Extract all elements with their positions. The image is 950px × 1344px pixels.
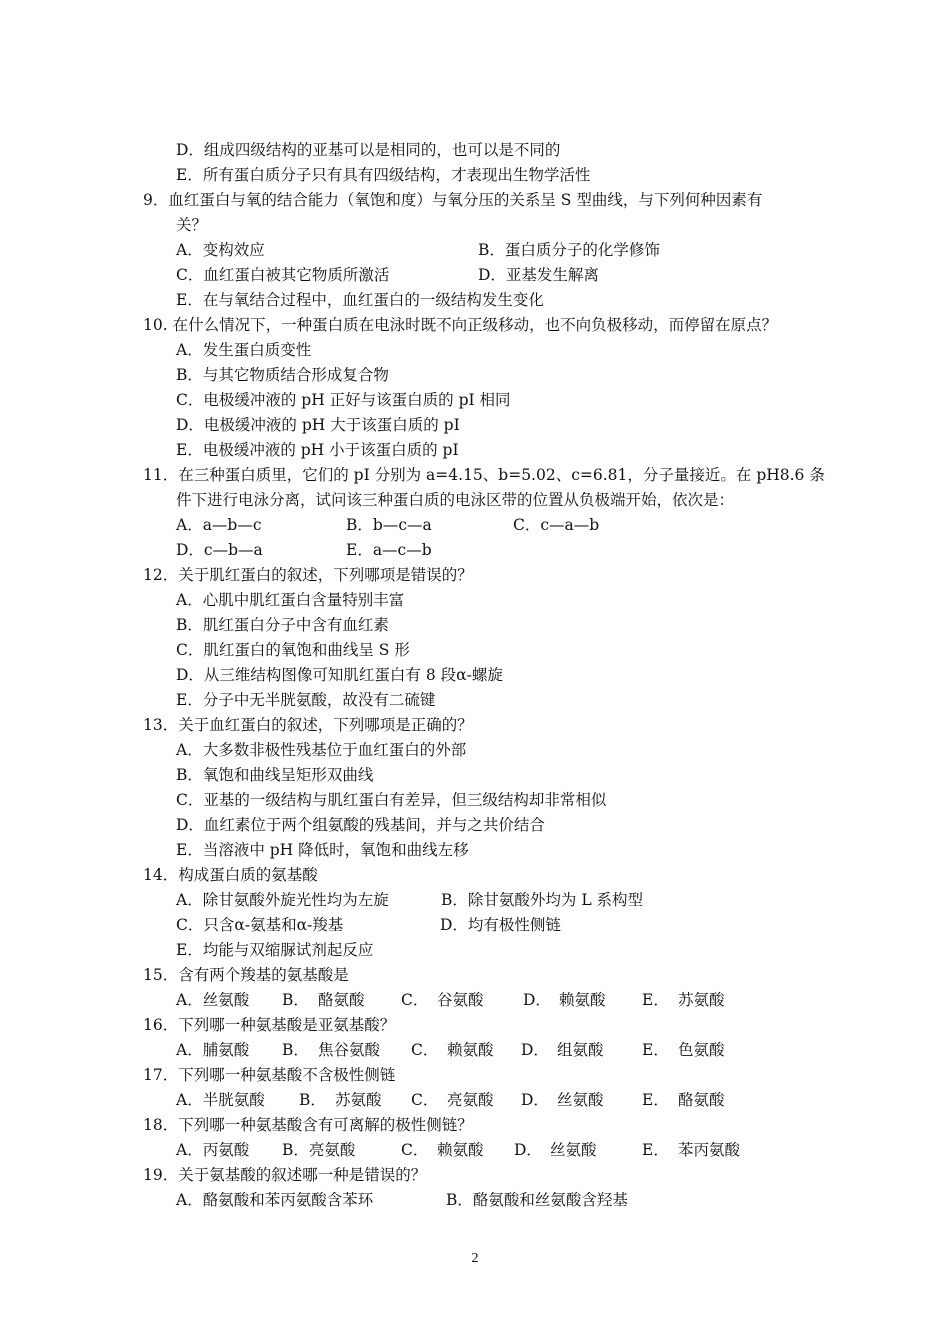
text-line: C．: [401, 1141, 429, 1159]
text-line: 12．关于肌红蛋白的叙述，下列哪项是错误的？: [143, 566, 473, 584]
text-line: C．: [411, 1091, 439, 1109]
text-line: C．c—a—b: [513, 516, 600, 534]
text-line: C．血红蛋白被其它物质所激活: [176, 266, 390, 284]
text-line: 9．血红蛋白与氧的结合能力（氧饱和度）与氧分压的关系呈 S 型曲线，与下列何种因素有: [143, 191, 763, 209]
text-line: B．亮氨酸: [282, 1141, 356, 1159]
text-line: A．大多数非极性残基位于血红蛋白的外部: [176, 741, 467, 759]
text-line: 赖氨酸: [559, 991, 606, 1009]
text-line: 组氨酸: [557, 1041, 604, 1059]
text-line: D．均有极性侧链: [440, 916, 561, 934]
text-line: A．酪氨酸和苯丙氨酸含苯环: [176, 1191, 374, 1209]
text-line: B．b—c—a: [346, 516, 432, 534]
text-line: 谷氨酸: [437, 991, 484, 1009]
text-line: 14．构成蛋白质的氨基酸: [143, 866, 318, 884]
text-line: B．氧饱和曲线呈矩形双曲线: [176, 766, 374, 784]
text-line: 16．下列哪一种氨基酸是亚氨基酸？: [143, 1016, 396, 1034]
text-line: D．c—b—a: [176, 541, 263, 559]
text-line: C．只含α-氨基和α-羧基: [176, 916, 344, 934]
text-line: D．: [514, 1141, 542, 1159]
text-line: E．: [642, 1141, 669, 1159]
text-line: B．肌红蛋白分子中含有血红素: [176, 616, 389, 634]
text-line: E．分子中无半胱氨酸，故没有二硫键: [176, 691, 436, 709]
text-line: 色氨酸: [678, 1041, 725, 1059]
text-line: B．与其它物质结合形成复合物: [176, 366, 389, 384]
text-line: D．: [521, 1091, 549, 1109]
text-line: E．: [642, 1091, 669, 1109]
text-line: E．均能与双缩脲试剂起反应: [176, 941, 374, 959]
text-line: 苏氨酸: [678, 991, 725, 1009]
text-line: C．肌红蛋白的氧饱和曲线呈 S 形: [176, 641, 410, 659]
text-line: D．从三维结构图像可知肌红蛋白有 8 段α-螺旋: [176, 666, 503, 684]
text-line: D．: [521, 1041, 549, 1059]
text-line: A．半胱氨酸: [176, 1091, 265, 1109]
text-line: E．: [642, 991, 669, 1009]
text-line: 酪氨酸: [678, 1091, 725, 1109]
text-line: D．: [523, 991, 551, 1009]
text-line: E．a—c—b: [346, 541, 432, 559]
text-line: C．: [411, 1041, 439, 1059]
text-line: B．: [299, 1091, 326, 1109]
text-line: C．亚基的一级结构与肌红蛋白有差异，但三级结构却非常相似: [176, 791, 607, 809]
text-line: 10. 在什么情况下，一种蛋白质在电泳时既不向正级移动，也不向负极移动，而停留在原点？: [143, 316, 778, 334]
text-line: 13．关于血红蛋白的叙述，下列哪项是正确的？: [143, 716, 473, 734]
text-line: B．除甘氨酸外均为 L 系构型: [441, 891, 644, 909]
text-line: C．: [401, 991, 429, 1009]
text-line: 15．含有两个羧基的氨基酸是: [143, 966, 349, 984]
text-line: A．发生蛋白质变性: [176, 341, 312, 359]
text-line: 丝氨酸: [557, 1091, 604, 1109]
text-line: D．亚基发生解离: [478, 266, 599, 284]
text-line: 酪氨酸: [318, 991, 365, 1009]
text-line: 苏氨酸: [335, 1091, 382, 1109]
text-line: E．电极缓冲液的 pH 小于该蛋白质的 pI: [176, 441, 459, 459]
text-line: E．当溶液中 pH 降低时，氧饱和曲线左移: [176, 841, 469, 859]
text-line: D．电极缓冲液的 pH 大于该蛋白质的 pI: [176, 416, 460, 434]
text-line: 关？: [176, 216, 208, 234]
text-line: 丝氨酸: [550, 1141, 597, 1159]
text-line: 焦谷氨酸: [318, 1041, 381, 1059]
text-line: 11．在三种蛋白质里，它们的 pI 分别为 a=4.15、b=5.02、c=6.81，分子量接近。在 pH8.6 条: [143, 466, 825, 484]
text-line: A．脯氨酸: [176, 1041, 250, 1059]
text-line: 苯丙氨酸: [678, 1141, 741, 1159]
text-line: 件下进行电泳分离，试问该三种蛋白质的电泳区带的位置从负极端开始，依次是：: [176, 491, 735, 509]
text-line: A．变构效应: [176, 241, 265, 259]
text-line: 19．关于氨基酸的叙述哪一种是错误的？: [143, 1166, 427, 1184]
text-line: A．a—b—c: [176, 516, 262, 534]
text-line: C．电极缓冲液的 pH 正好与该蛋白质的 pI 相同: [176, 391, 511, 409]
text-line: 亮氨酸: [447, 1091, 494, 1109]
text-line: A．丙氨酸: [176, 1141, 250, 1159]
text-line: B．: [282, 1041, 309, 1059]
text-line: E．: [642, 1041, 669, 1059]
text-line: 赖氨酸: [447, 1041, 494, 1059]
text-line: E．在与氧结合过程中，血红蛋白的一级结构发生变化: [176, 291, 544, 309]
text-line: B．酪氨酸和丝氨酸含羟基: [446, 1191, 628, 1209]
text-line: A．丝氨酸: [176, 991, 250, 1009]
text-line: D．血红素位于两个组氨酸的残基间，并与之共价结合: [176, 816, 545, 834]
text-line: B．蛋白质分子的化学修饰: [478, 241, 660, 259]
page-number: 2: [471, 1251, 479, 1266]
text-line: 赖氨酸: [437, 1141, 484, 1159]
text-line: A．心肌中肌红蛋白含量特别丰富: [176, 591, 405, 609]
text-line: 18．下列哪一种氨基酸含有可离解的极性侧链？: [143, 1116, 473, 1134]
text-line: D．组成四级结构的亚基可以是相同的，也可以是不同的: [176, 141, 561, 159]
text-line: E．所有蛋白质分子只有具有四级结构，才表现出生物学活性: [176, 166, 591, 184]
text-line: A．除甘氨酸外旋光性均为左旋: [176, 891, 389, 909]
text-line: B．: [282, 991, 309, 1009]
text-line: 17．下列哪一种氨基酸不含极性侧链: [143, 1066, 396, 1084]
